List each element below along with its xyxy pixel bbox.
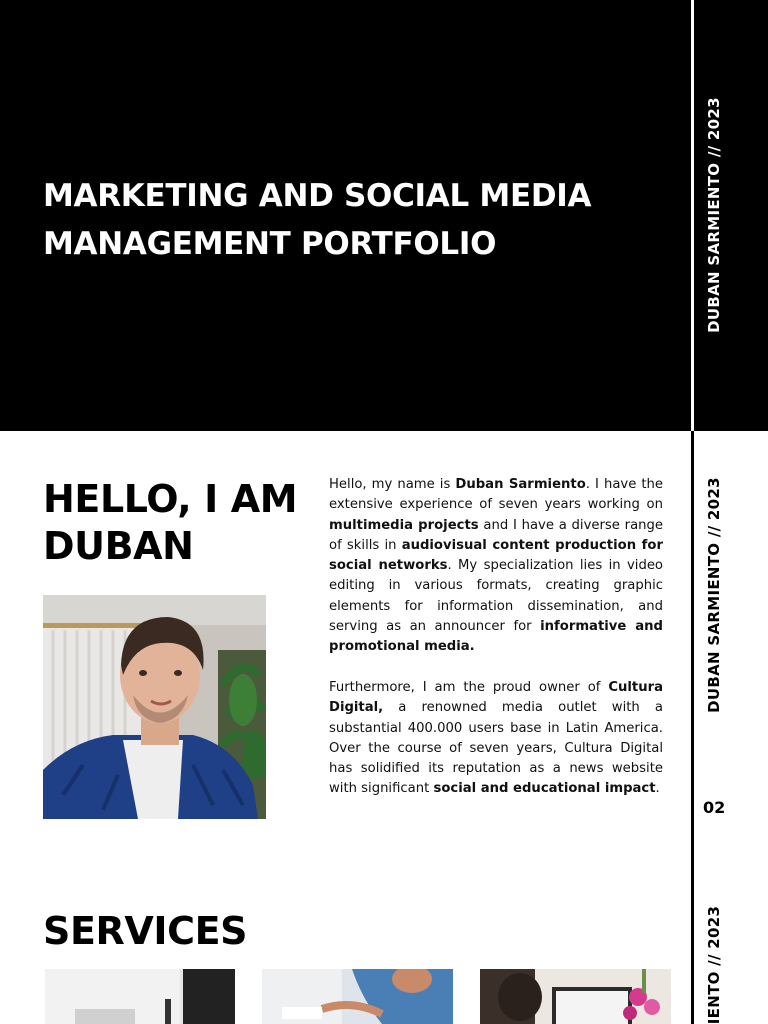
bio-text-run: . xyxy=(655,781,660,797)
bio-text-run: . My specialization lies in video editing in various formats, creating graphic elements for information dissemination, and serving as an announcer for xyxy=(329,558,663,635)
page-divider-line xyxy=(691,431,694,1024)
service-thumbnail-1 xyxy=(45,969,235,1024)
bio-text-run: . I have the extensive experience of seven years working on xyxy=(329,477,664,513)
bio-emphasis: social and educational impact xyxy=(433,781,656,797)
bio-text-run: and I have a diverse range of skills in xyxy=(329,517,663,553)
service-thumbnail-3 xyxy=(480,969,671,1024)
cover-page xyxy=(0,0,768,431)
bio-emphasis: audiovisual content production for social networks xyxy=(329,537,663,574)
bio-emphasis: multimedia projects xyxy=(329,517,479,533)
bio-emphasis: Cultura Digital, xyxy=(329,679,663,716)
service-thumbnail-2 xyxy=(262,969,453,1024)
cover-title xyxy=(43,172,663,268)
bio-emphasis: informative and promotional media. xyxy=(329,619,663,655)
portrait-photo xyxy=(43,595,266,819)
cover-divider-line xyxy=(691,0,694,431)
service-thumbnail-1-illustration xyxy=(45,969,235,1024)
service-thumbnail-2-illustration xyxy=(262,969,453,1024)
bio-paragraph-1 xyxy=(329,475,663,658)
bio-paragraph-2 xyxy=(329,678,663,800)
services-side-label: IENTO // 2023 xyxy=(705,905,723,1024)
bio-text-run: a renowned media outlet with a substantial 400.000 users base in Latin America. Over the course of seven years, Cultura Digital has solidified its reputation as a news website with significant xyxy=(329,700,663,797)
bio-text-run: Furthermore, I am the proud owner of xyxy=(329,679,609,695)
bio-text xyxy=(329,475,663,820)
cover-side-label: DUBAN SARMIENTO // 2023 xyxy=(705,97,723,333)
page-number: 02 xyxy=(703,798,726,817)
bio-emphasis: Duban Sarmiento xyxy=(455,477,586,492)
hello-heading-line2: DUBAN xyxy=(43,524,194,568)
page-side-label: DUBAN SARMIENTO // 2023 xyxy=(705,477,723,713)
bio-text-run: Hello, my name is xyxy=(329,477,456,492)
service-thumbnail-3-illustration xyxy=(480,969,671,1024)
services-heading: SERVICES xyxy=(43,909,248,953)
portrait-illustration xyxy=(43,595,266,819)
cover-title-line2: MANAGEMENT PORTFOLIO xyxy=(43,226,497,262)
hello-heading xyxy=(43,476,313,570)
cover-title-line1: MARKETING AND SOCIAL MEDIA xyxy=(43,178,592,214)
hello-heading-line1: HELLO, I AM xyxy=(43,477,298,521)
